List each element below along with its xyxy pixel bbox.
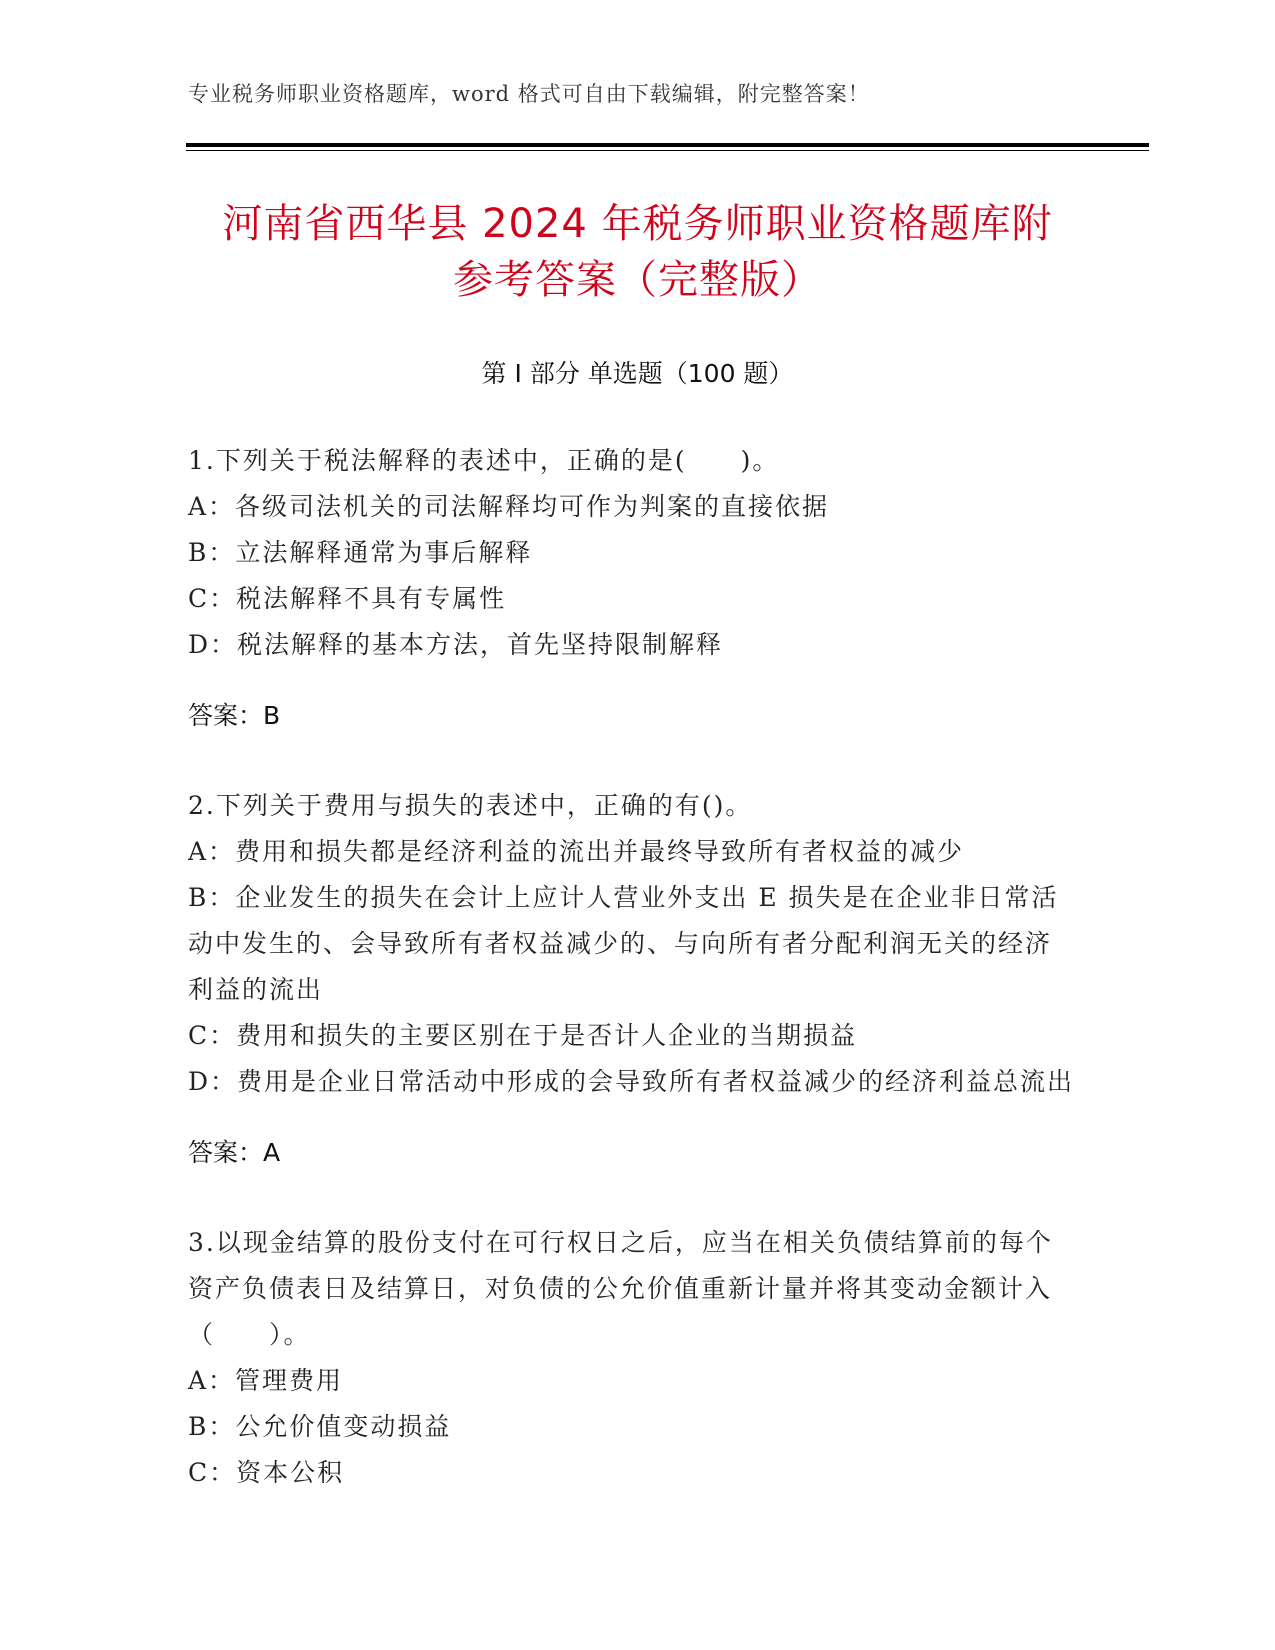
option-c: C：费用和损失的主要区别在于是否计人企业的当期损益 — [188, 1021, 858, 1050]
document-title-line-1: 河南省西华县 2024 年税务师职业资格题库附 — [222, 201, 1053, 247]
option-a: A：管理费用 — [188, 1366, 344, 1395]
option-b: B：立法解释通常为事后解释 — [188, 538, 533, 567]
option-a: A：各级司法机关的司法解释均可作为判案的直接依据 — [188, 492, 830, 521]
answer: 答案：A — [188, 1138, 281, 1167]
option-b: B：企业发生的损失在会计上应计人营业外支出 E 损失是在企业非日常活动中发生的、会导致所有者权益减少的、与向所有者分配利润无关的经济利益的流出 — [188, 883, 1059, 1004]
document-title — [120, 196, 1155, 308]
question-stem: 1.下列关于税法解释的表述中，正确的是( )。 — [188, 446, 780, 475]
header-divider-thick — [186, 143, 1149, 147]
document-title-line-2: 参考答案（完整版） — [453, 257, 822, 303]
option-c: C：资本公积 — [188, 1458, 345, 1487]
option-c: C：税法解释不具有专属性 — [188, 584, 507, 613]
question-stem: 3.以现金结算的股份支付在可行权日之后，应当在相关负债结算前的每个资产负债表日及结算日，对负债的公允价值重新计量并将其变动金额计入（ ）。 — [188, 1228, 1053, 1349]
section-title: 第 I 部分 单选题（100 题） — [481, 359, 794, 388]
header-divider-thin — [186, 150, 1149, 151]
question-3 — [188, 1220, 1078, 1496]
option-d: D：税法解释的基本方法，首先坚持限制解释 — [188, 630, 724, 659]
option-b: B：公允价值变动损益 — [188, 1412, 452, 1441]
option-d: D：费用是企业日常活动中形成的会导致所有者权益减少的经济利益总流出 — [188, 1067, 1075, 1096]
question-list — [188, 438, 1078, 1540]
question-stem: 2.下列关于费用与损失的表述中，正确的有()。 — [188, 791, 753, 820]
answer: 答案：B — [188, 701, 281, 730]
question-2 — [188, 783, 1078, 1176]
question-1 — [188, 438, 1078, 739]
option-a: A：费用和损失都是经济利益的流出并最终导致所有者权益的减少 — [188, 837, 965, 866]
header-note: 专业税务师职业资格题库，word 格式可自由下载编辑，附完整答案！ — [188, 82, 870, 106]
